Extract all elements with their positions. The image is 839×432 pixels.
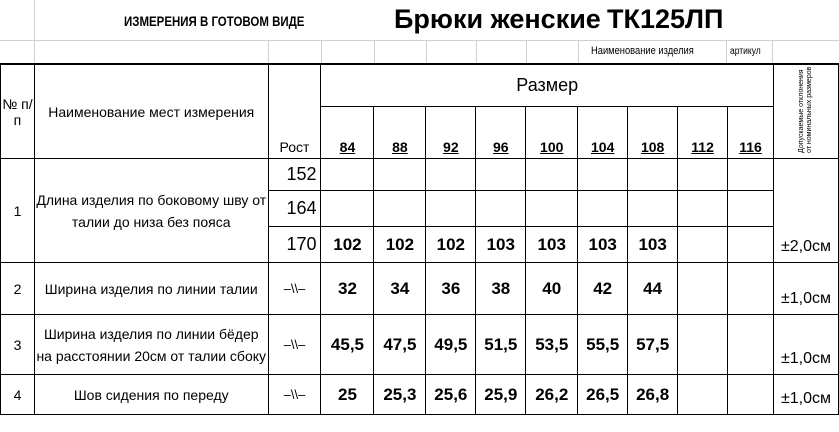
row-1-value-92: 102	[426, 227, 476, 263]
row-4-value-108: 26,8	[628, 375, 678, 415]
row-1-place: Длина изделия по боковому шву от талии до низа без пояса	[34, 159, 268, 263]
header-tolerance	[773, 64, 838, 159]
row-4-place: Шов сидения по переду	[34, 375, 268, 415]
row-2-value-112	[678, 263, 728, 315]
row-2-value-116	[728, 263, 774, 315]
size-header-112: 112	[678, 106, 728, 158]
row-2-place: Ширина изделия по линии талии	[34, 263, 268, 315]
row-1-value-112	[678, 227, 728, 263]
row-2-value-100: 40	[526, 263, 578, 315]
row-1-height-164: 164	[268, 191, 321, 227]
gridline	[578, 40, 579, 63]
measurements-title: ИЗМЕРЕНИЯ В ГОТОВОМ ВИДЕ	[124, 13, 305, 29]
size-header-104: 104	[578, 106, 628, 158]
gridline	[0, 40, 839, 41]
row-1-value-108: 103	[628, 227, 678, 263]
gridline	[476, 40, 477, 63]
row-2-tolerance: ±1,0см	[773, 263, 838, 315]
row-4-value-96: 25,9	[476, 375, 526, 415]
size-header-100: 100	[526, 106, 578, 158]
row-4-value-100: 26,2	[526, 375, 578, 415]
row-1-height-170: 170	[268, 227, 321, 263]
row-3-value-92: 49,5	[426, 315, 476, 375]
row-4-value-116	[728, 375, 774, 415]
row-4-value-104: 26,5	[578, 375, 628, 415]
row-4-tolerance: ±1,0см	[773, 375, 838, 415]
gridline	[772, 40, 773, 63]
header-height: Рост	[268, 64, 321, 159]
row-1-number: 1	[1, 159, 35, 263]
row-2-number: 2	[1, 263, 35, 315]
size-header-84: 84	[321, 106, 374, 158]
size-header-108: 108	[628, 106, 678, 158]
row-3-ditto: –\\–	[268, 315, 321, 375]
header-size: Размер	[321, 64, 773, 106]
row-3-value-104: 55,5	[578, 315, 628, 375]
gridline	[526, 40, 527, 63]
row-3-value-108: 57,5	[628, 315, 678, 375]
row-2-value-96: 38	[476, 263, 526, 315]
row-2-value-104: 42	[578, 263, 628, 315]
measurements-table	[0, 63, 839, 415]
gridline	[321, 40, 322, 63]
row-2-value-84: 32	[321, 263, 374, 315]
row-1-value-116	[728, 227, 774, 263]
row-4-ditto: –\\–	[268, 375, 321, 415]
row-1-tolerance: ±2,0см	[773, 159, 838, 263]
size-header-96: 96	[476, 106, 526, 158]
row-3-value-112	[678, 315, 728, 375]
row-2-value-92: 36	[426, 263, 476, 315]
tolerance-caption: Допускаемые отклонения от номинальных размеров	[797, 66, 813, 153]
gridline	[426, 40, 427, 63]
row-4-value-88: 25,3	[374, 375, 426, 415]
row-2-value-88: 34	[374, 263, 426, 315]
row-2-ditto: –\\–	[268, 263, 321, 315]
row-3-place: Ширина изделия по линии бёдер на расстоянии 20см от талии сбоку	[34, 315, 268, 375]
size-header-116: 116	[728, 106, 774, 158]
row-1-value-96: 103	[476, 227, 526, 263]
header-place: Наименование мест измерения	[34, 64, 268, 159]
row-3-tolerance: ±1,0см	[773, 315, 838, 375]
gridline	[374, 40, 375, 63]
title-row	[0, 0, 839, 40]
article-code: ТК125ЛП	[607, 4, 724, 34]
row-1-height-152: 152	[268, 159, 321, 191]
gridline	[268, 40, 269, 63]
row-3-value-88: 47,5	[374, 315, 426, 375]
size-header-88: 88	[374, 106, 426, 158]
row-3-value-100: 53,5	[526, 315, 578, 375]
row-1-value-88: 102	[374, 227, 426, 263]
row-1-value-84: 102	[321, 227, 374, 263]
size-header-92: 92	[426, 106, 476, 158]
row-2-value-108: 44	[628, 263, 678, 315]
row-3-value-96: 51,5	[476, 315, 526, 375]
product-name-caption: Наименование изделия	[591, 45, 694, 57]
row-4-value-112	[678, 375, 728, 415]
row-3-value-116	[728, 315, 774, 375]
product-name: Брюки женские	[394, 4, 601, 34]
gridline	[726, 40, 727, 63]
row-4-value-84: 25	[321, 375, 374, 415]
row-4-number: 4	[1, 375, 35, 415]
row-4-value-92: 25,6	[426, 375, 476, 415]
row-3-value-84: 45,5	[321, 315, 374, 375]
row-1-value-104: 103	[578, 227, 628, 263]
article-caption: артикул	[730, 46, 761, 57]
row-3-number: 3	[1, 315, 35, 375]
header-number: № п/п	[1, 64, 35, 159]
row-1-value-100: 103	[526, 227, 578, 263]
